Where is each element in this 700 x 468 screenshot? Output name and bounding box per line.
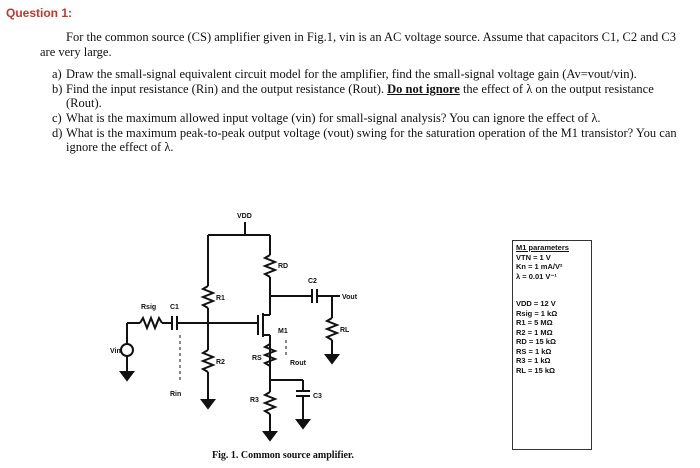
item-label: b) <box>52 82 63 96</box>
rsig-label: Rsig <box>141 304 157 311</box>
rin-label: Rin <box>170 391 182 398</box>
resistor-r1 <box>203 286 213 308</box>
c2-label: C2 <box>308 278 317 285</box>
ground-r3 <box>264 432 276 440</box>
m1-label: M1 <box>278 328 288 335</box>
vout-label: Vout <box>342 294 358 301</box>
rd-label: RD <box>278 263 289 270</box>
param-r1: R1 = 5 MΩ <box>516 318 553 327</box>
ground-rl <box>326 355 338 363</box>
param-kn: Kn = 1 mA/V² <box>516 262 563 271</box>
parameters-box <box>512 240 592 450</box>
r1-label: R1 <box>216 295 225 302</box>
item-text-pre: Find the input resistance (Rin) and the output resistance (Rout). <box>66 82 384 96</box>
param-rsig: Rsig = 1 kΩ <box>516 308 558 318</box>
item-text-post: the effect of λ on the output resistance (Rout). <box>66 82 654 110</box>
param-vdd: VDD = 12 V <box>516 299 556 308</box>
resistor-r3 <box>265 392 275 414</box>
figure-caption: Fig. 1. Common source amplifier. <box>212 450 354 461</box>
rl-label: RL <box>340 327 350 334</box>
item-text: What is the maximum allowed input voltage (vin) for small-signal analysis? You can ignore the effect of λ. <box>66 111 601 125</box>
params-heading: M1 parameters <box>516 243 569 252</box>
item-text: Draw the small-signal equivalent circuit model for the amplifier, find the small-signal voltage gain (Av=vout/vin). <box>66 67 637 81</box>
vin-source <box>121 344 133 356</box>
param-rl: RL = 15 kΩ <box>516 365 556 375</box>
param-rs: RS = 1 kΩ <box>516 346 552 356</box>
param-lambda: λ = 0.01 V⁻¹ <box>516 271 557 281</box>
param-rd: RD = 15 kΩ <box>516 337 556 346</box>
rs-label: RS <box>252 355 262 362</box>
ground-r2 <box>202 400 214 408</box>
item-label: c) <box>52 111 62 125</box>
c3-label: C3 <box>313 393 322 400</box>
resistor-rsig <box>140 318 162 328</box>
item-text: What is the maximum peak-to-peak output voltage (vout) swing for the saturation operation of the M1 transistor? You can ignore the effect of λ. <box>66 126 677 154</box>
resistor-rd <box>265 255 275 277</box>
question-title: Question 1: <box>6 6 73 20</box>
param-r2: R2 = 1 MΩ <box>516 327 553 337</box>
resistor-r2 <box>203 350 213 372</box>
vdd-label: VDD <box>237 213 252 220</box>
rout-label: Rout <box>290 360 306 367</box>
c1-label: C1 <box>170 304 179 311</box>
vin-label: Vin <box>110 348 121 355</box>
param-r3: R3 = 1 kΩ <box>516 356 551 365</box>
ground-c3 <box>297 420 309 428</box>
ground-vin <box>121 372 133 380</box>
r3-label: R3 <box>250 397 259 404</box>
item-label: d) <box>52 126 63 140</box>
item-label: a) <box>52 67 62 81</box>
params-gap <box>516 281 588 299</box>
item-text-emphasis: Do not ignore <box>387 82 460 96</box>
param-vtn: VTN = 1 V <box>516 252 551 262</box>
intro-text: For the common source (CS) amplifier given in Fig.1, vin is an AC voltage source. Assume that capacitors C1, C2 and C3 are very large. <box>40 30 676 59</box>
resistor-rl <box>327 318 337 340</box>
r2-label: R2 <box>216 359 225 366</box>
